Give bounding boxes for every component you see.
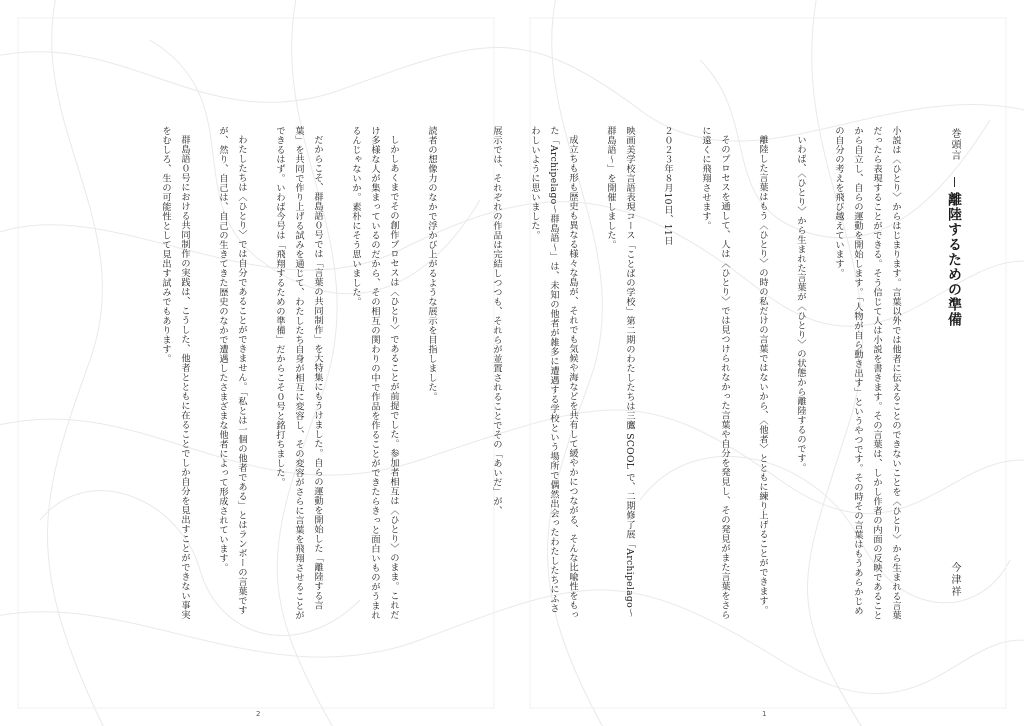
page-number: 1 [762,710,767,718]
paragraph: わたしたちは〈ひとり〉では自分であることができません。「私とは一個の他者である」とはランボーの言葉ですが、然り、自己は、自己の生きてきた歴史のなかで遭遇したさまざまな他者によって形成されています。 [217,126,247,616]
author-name: 今津祥 [949,562,960,598]
paragraph: 展示では、それぞれの作品は完結しつつも、それらが並置されることでその「あいだ」が、 [491,126,502,516]
paragraph: 成立ちも形も歴史も異なる様々な島が、それでも気候や海などを共有して緩やかにつながる、そんな比喩性をもった「Archipelago〜群島語〜」は、未知の他者が雑多に遭遇する学校という場所で偶然出会ったわたしたちにふさわしいように思いました。 [529,126,578,620]
paragraph: 群島語０号における共同制作の実践は、こうした、他者とともに在ることでしか自分を見出すことができない事実をむしろ、生の可能性として見出す試みでもあります。 [160,126,190,620]
paragraph: 映画美学校言語表現コース「ことばの学校」第二期のわたしたちは三鷹 SCOOL で、二期修了展「Archipelago〜群島語〜」を開催しました。 [605,126,635,618]
paragraph: 読者の想像力のなかで浮かび上がるような展示を目指しました。 [426,126,437,402]
paragraph: しかしあくまでその創作プロセスは〈ひとり〉であることが前提でした。参加者相互は〈ひとり〉のまま。これだけ多様な人が集まっているのだから、その相互の関わりの中で作品を作ることができたらきっと面白いものがうまれるんじゃないか。素朴にそう思いました。 [350,126,399,620]
paragraph: そのプロセスを通して、人は〈ひとり〉では見つけられなかった言葉や自分を発見し、その発見がまた言葉をさらに遠くに飛翔させます。 [700,126,730,620]
section-label: 巻頭言 [949,128,960,161]
right-page-body [491,126,924,622]
paragraph: 小説は〈ひとり〉からはじまります。言葉以外では他者に伝えることのできないことを〈ひとり〉から生まれる言葉だったら表現することができる。そう信じて人は小説を書きます。その言葉は、しかし作者の内面の反映であることから自立し、自らの運動を開始します。「人物が自ら動き出す」というやつです。その時その言葉はもうあらかじめの自分の考えを飛び越えています。 [833,126,901,620]
section-dash-divider [954,177,955,187]
paragraph: いわば、〈ひとり〉から生まれた言葉が〈ひとり〉の状態から離陸するのです。 [795,135,806,473]
paragraph: だからこそ、群島語０号では「言葉の共同制作」を大特集にもうけました。自らの運動を開始した「離陸する言葉」を共同で作り上げる試みを通じて、わたしたち自身が相互に変容し、その変容がさらに言葉を飛翔させることができるはず。いわば今号は「飛翔するための準備」だからこそ０号と銘打ちました。 [274,126,323,620]
essay-title: 離陸するための準備 [946,192,962,327]
right-page [491,0,1024,726]
paragraph-date: ２０２３年８月10日、11日 [662,126,673,246]
paragraph: 離陸した言葉はもう〈ひとり〉の時の私だけの言葉ではないから、〈他者〉とともに練り上げることができます。 [757,135,768,616]
left-page-body [160,126,460,622]
page-number: 2 [256,710,261,718]
